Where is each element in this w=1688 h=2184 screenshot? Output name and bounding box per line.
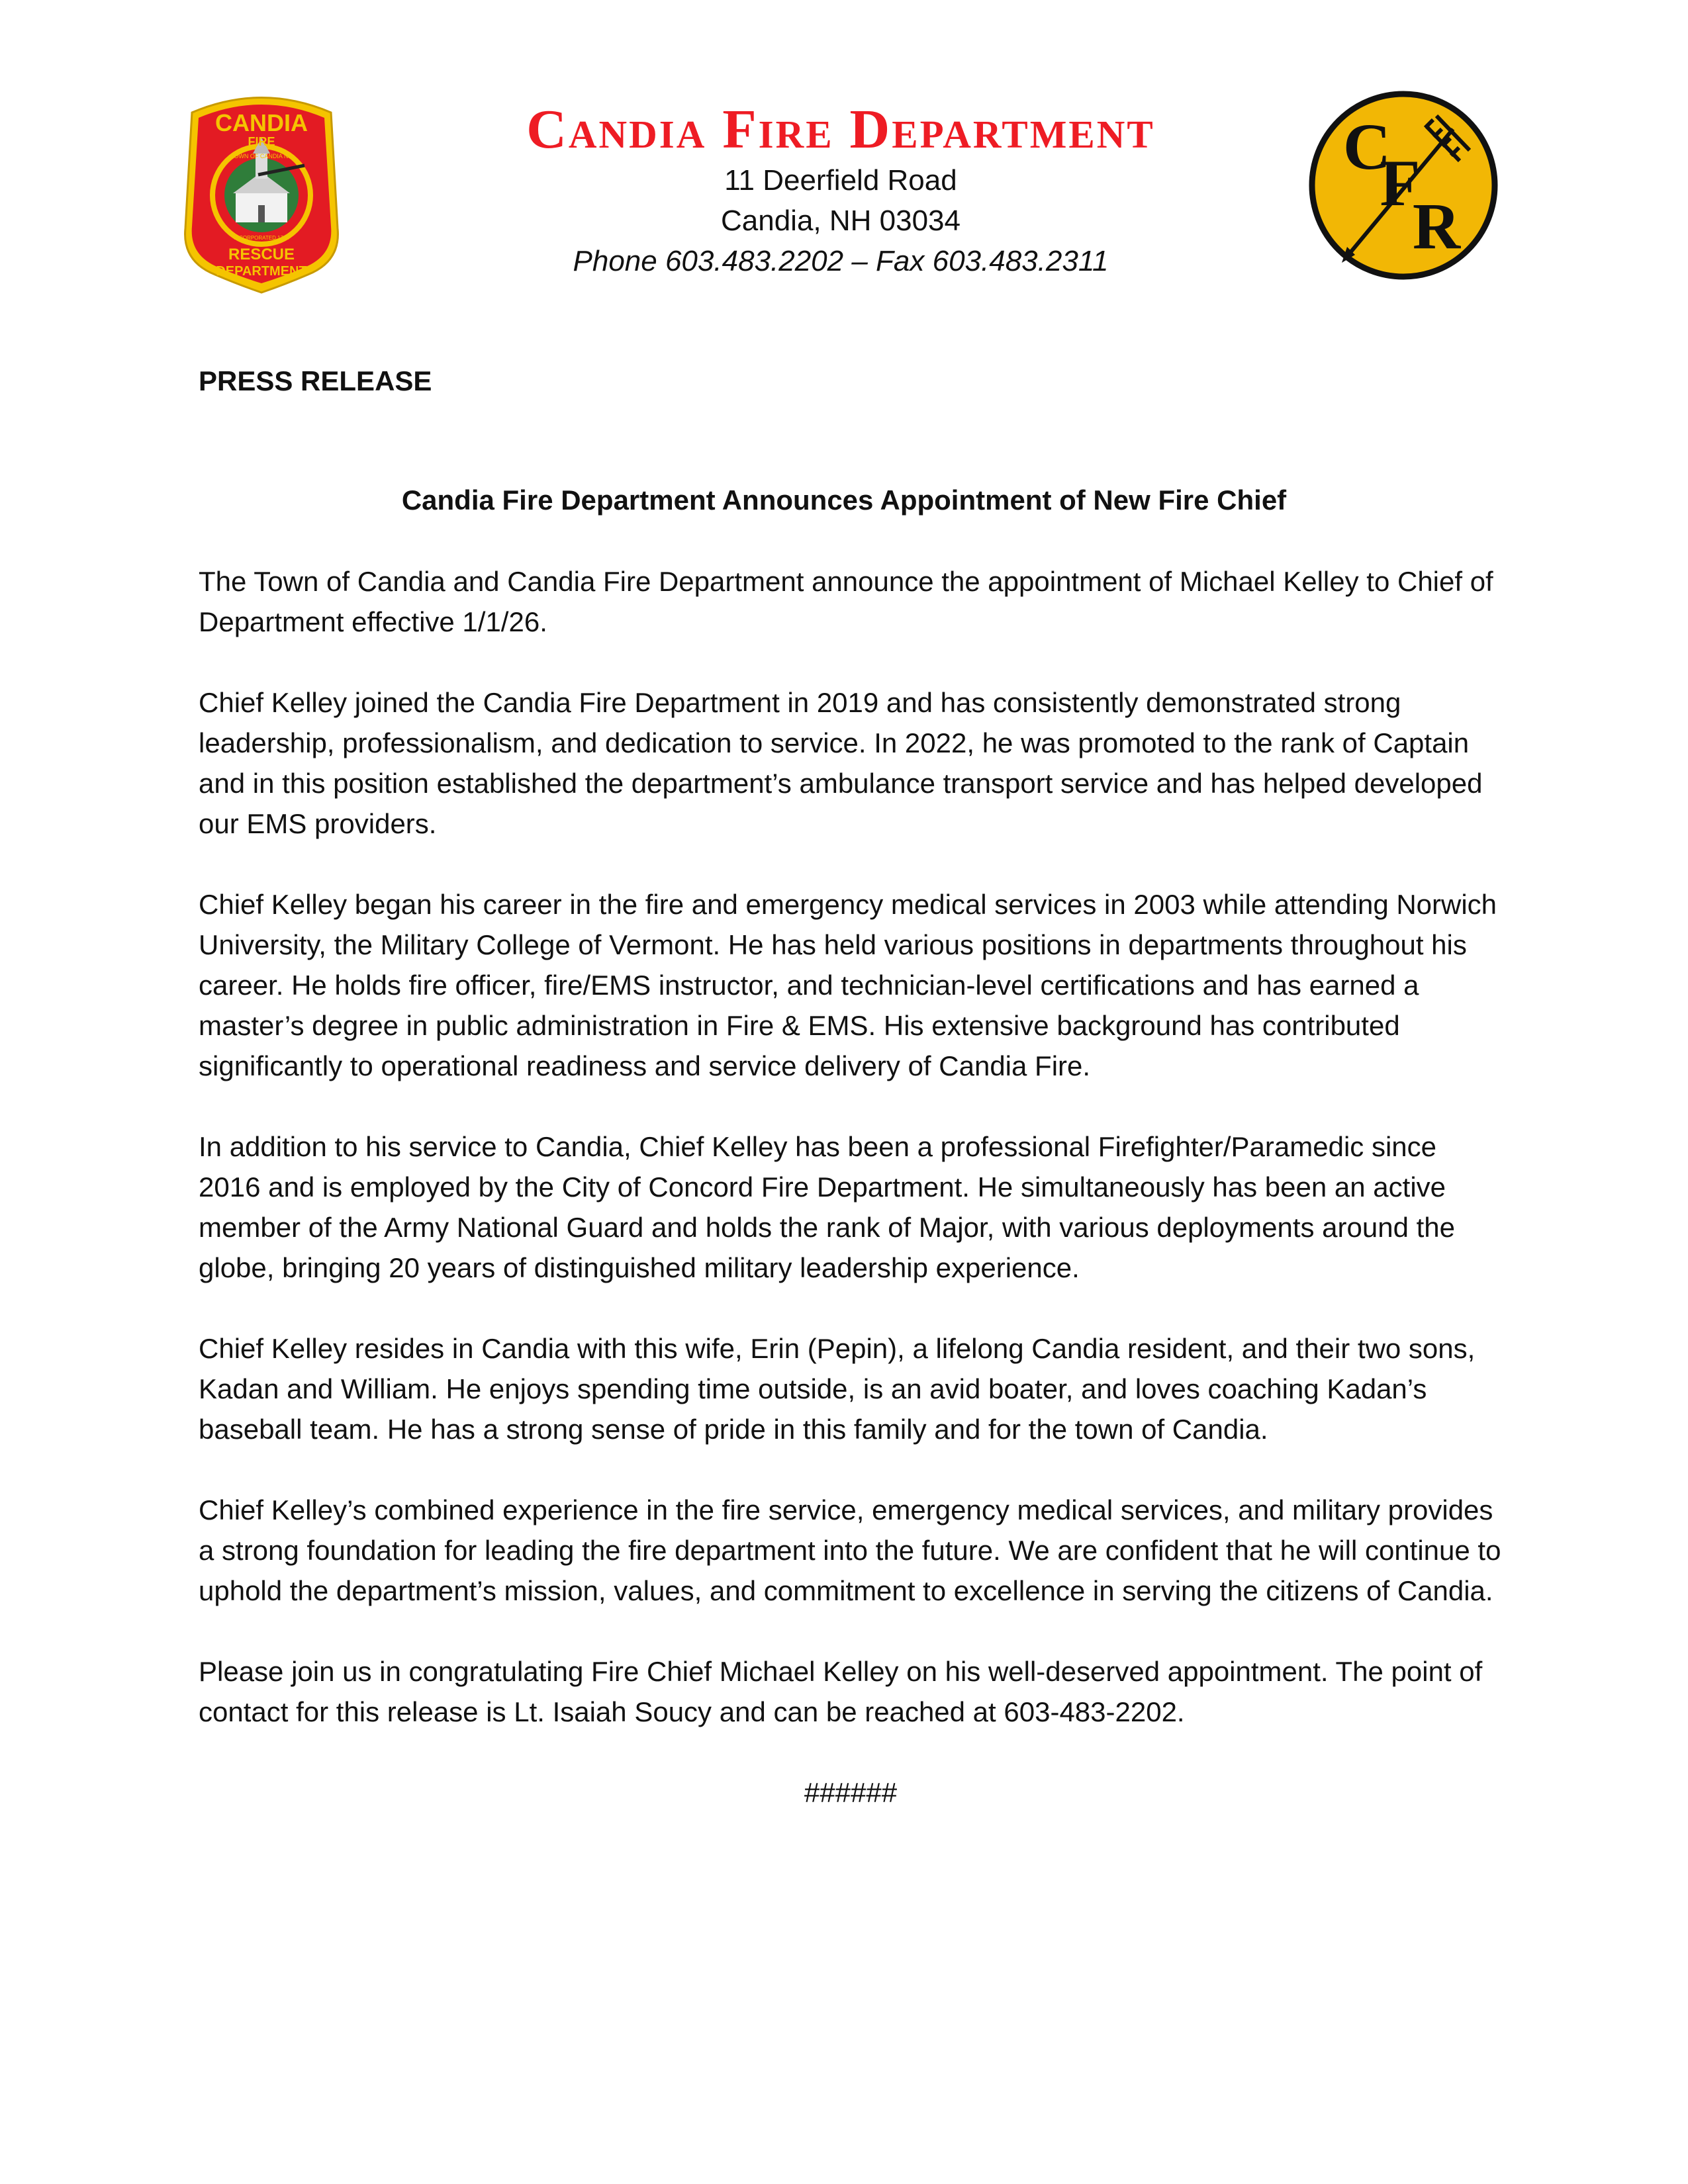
release-body	[199, 561, 1503, 1813]
contact-phone-fax: Phone 603.483.2202 – Fax 603.483.2311	[573, 245, 1109, 277]
paragraph: Chief Kelley’s combined experience in the fire service, emergency medical services, and military provides a strong foundation for leading the fire department into the future. We are confident that he will continue to uphold the department’s mission, values, and commitment to excellence in serving the citizens of Candia.	[199, 1494, 1501, 1606]
address-street: 11 Deerfield Road	[724, 164, 957, 197]
fire-rescue-patch-icon	[179, 86, 344, 298]
paragraph: Chief Kelley began his career in the fire and emergency medical services in 2003 while attending Norwich University, the Military College of Vermont. He has held various positions in departments throughout his career. He holds fire officer, fire/EMS instructor, and technician-level certifications and has earned a master’s degree in public administration in Fire & EMS. His extensive background has contributed significantly to operational readiness and service delivery of Candia Fire.	[199, 889, 1497, 1081]
seal-letter-c: C	[1342, 110, 1391, 183]
patch-top-text: CANDIA	[215, 109, 308, 136]
letterhead-block	[371, 99, 1311, 281]
department-name: Candia Fire Department	[526, 99, 1155, 160]
press-release-label: PRESS RELEASE	[199, 365, 432, 396]
address-city: Candia, NH 03034	[720, 205, 961, 237]
patch-bottom-text-2: DEPARTMENT	[216, 264, 307, 279]
letterhead-header	[0, 0, 1688, 318]
patch-bottom-text-1: RESCUE	[228, 246, 295, 263]
seal-letter-f: F	[1380, 146, 1421, 220]
paragraph: Chief Kelley joined the Candia Fire Department in 2019 and has consistently demonstrated strong leadership, professionalism, and dedication to service. In 2022, he was promoted to the rank of Captain and in this position established the department’s ambulance transport service and has helped developed our EMS providers.	[199, 687, 1483, 839]
patch-ring-text: TOWN OF CANDIA NH	[230, 153, 293, 159]
end-mark: ######	[804, 1777, 898, 1808]
patch-ring-bottom: INCORPORATED 1763	[234, 235, 289, 241]
headline: Candia Fire Department Announces Appointment of New Fire Chief	[401, 484, 1287, 516]
paragraph: In addition to his service to Candia, Chief Kelley has been a professional Firefighter/Paramedic since 2016 and is employed by the City of Concord Fire Department. He simultaneously has been an active member of the Army National Guard and holds the rank of Major, with various deployments around the globe, bringing 20 years of distinguished military leadership experience.	[199, 1131, 1455, 1283]
paragraph: Please join us in congratulating Fire Chief Michael Kelley on his well-deserved appointment. The point of contact for this release is Lt. Isaiah Soucy and can be reached at 603-483-2202.	[199, 1656, 1483, 1727]
cfr-seal-icon	[1307, 89, 1499, 281]
paragraph: The Town of Candia and Candia Fire Department announce the appointment of Michael Kelley to Chief of Department effective 1/1/26.	[199, 566, 1493, 637]
paragraph: Chief Kelley resides in Candia with this wife, Erin (Pepin), a lifelong Candia resident, and their two sons, Kadan and William. He enjoys spending time outside, is an avid boater, and loves coaching Kadan’s baseball team. He has a strong sense of pride in this family and for the town of Candia.	[199, 1333, 1476, 1445]
seal-letter-r: R	[1412, 189, 1461, 263]
patch-sub-text: FIRE	[248, 135, 275, 148]
